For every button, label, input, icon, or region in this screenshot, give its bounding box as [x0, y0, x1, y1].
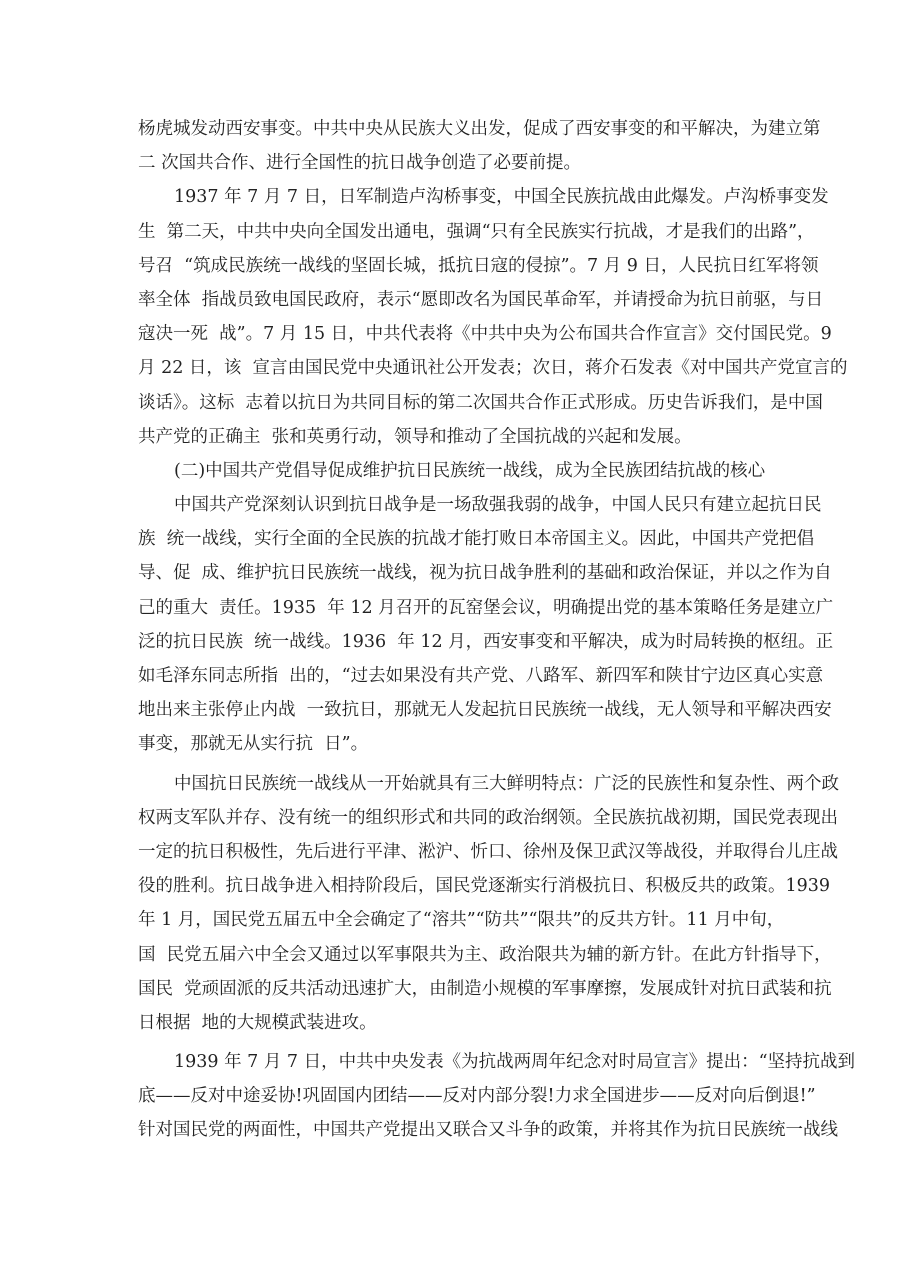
paragraph-line: 如毛泽东同志所指 出的，“过去如果没有共产党、八路军、新四军和陕甘宁边区真心实意 — [138, 666, 824, 686]
paragraph-line: 一定的抗日积极性，先后进行平津、淞沪、忻口、徐州及保卫武汉等战役，并取得台儿庄战 — [138, 841, 838, 862]
paragraph-line: 杨虎城发动西安事变。中共中央从民族大义出发，促成了西安事变的和平解决，为建立第 — [138, 119, 821, 139]
paragraph-line: 1939 年 7 月 7 日，中共中央发表《为抗战两周年纪念对时局宣言》提出：“坚持抗战到 — [174, 1052, 856, 1073]
paragraph-line: 中国抗日民族统一战线从一开始就具有三大鲜明特点：广泛的民族性和复杂性、两个政 — [174, 773, 839, 794]
paragraph-line: 国民 党顽固派的反共活动迅速扩大，由制造小规模的军事摩擦，发展成针对抗日武装和抗 — [138, 978, 832, 999]
paragraph-line: 1937 年 7 月 7 日，日军制造卢沟桥事变，中国全民族抗战由此爆发。卢沟桥事变发 — [174, 187, 829, 208]
paragraph-line: 谈话》。这标 志着以抗日为共同目标的第二次国共合作正式形成。历史告诉我们，是中国 — [138, 392, 823, 413]
document-body — [138, 112, 856, 1148]
paragraph-line: 泛的抗日民族 统一战线。1936 年 12 月，西安事变和平解决，成为时局转换的枢纽。正 — [138, 631, 834, 652]
paragraph-line: 针对国民党的两面性，中国共产党提出又联合又斗争的政策，并将其作为抗日民族统一战线 — [138, 1120, 838, 1141]
paragraph-line: 二 次国共合作、进行全国性的抗日战争创造了必要前提。 — [138, 153, 582, 174]
paragraph-line: 中国共产党深刻认识到抗日战争是一场敌强我弱的战争，中国人民只有建立起抗日民 — [174, 495, 822, 516]
paragraph-line: 国 民党五届六中全会又通过以军事限共为主、政治限共为辅的新方针。在此方针指导下， — [138, 944, 832, 965]
paragraph-line: 月 22 日，该 宣言由国民党中央通讯社公开发表；次日，蒋介石发表《对中国共产党宣言的 — [138, 358, 848, 379]
paragraph-line: 权两支军队并存、没有统一的组织形式和共同的政治纲领。全民族抗战初期，国民党表现出 — [138, 807, 838, 828]
paragraph-line: 事变，那就无从实行抗 日”。 — [138, 734, 369, 755]
paragraph-line: 役的胜利。抗日战争进入相持阶段后，国民党逐渐实行消极抗日、积极反共的政策。1939 — [138, 876, 831, 897]
paragraph-line: 率全体 指战员致电国民政府，表示“愿即改名为国民革命军，并请授命为抗日前驱，与日 — [138, 289, 824, 310]
section-heading: (二)中国共产党倡导促成维护抗日民族统一战线，成为全民族团结抗战的核心 — [174, 460, 766, 481]
paragraph-line: 生 第二天，中共中央向全国发出通电，强调“只有全民族实行抗战，才是我们的出路”， — [138, 221, 815, 242]
paragraph-line: 地出来主张停止内战 一致抗日，那就无人发起抗日民族统一战线，无人领导和平解决西安 — [138, 700, 832, 721]
paragraph-line: 寇决一死 战”。7 月 15 日，中共代表将《中共中央为公布国共合作宣言》交付国民党。9 — [138, 324, 832, 345]
paragraph-line: 导、促 成、维护抗日民族统一战线，视为抗日战争胜利的基础和政治保证，并以之作为自 — [138, 563, 832, 584]
paragraph-line: 年 1 月，国民党五届五中全会确定了“溶共”“防共”“限共”的反共方针。11 月中旬， — [138, 910, 785, 931]
paragraph-line: 族 统一战线，实行全面的全民族的抗战才能打败日本帝国主义。因此，中国共产党把倡 — [138, 529, 815, 550]
paragraph-line: 共产党的正确主 张和英勇行动，领导和推动了全国抗战的兴起和发展。 — [138, 426, 692, 447]
paragraph-line: 己的重大 责任。1935 年 12 月召开的瓦窑堡会议，明确提出党的基本策略任务是建立广 — [138, 597, 834, 618]
paragraph-line: 日根据 地的大规模武装进攻。 — [138, 1012, 377, 1033]
paragraph-line: 号召 “筑成民族统一战线的坚固长城，抵抗日寇的侵掠”。7 月 9 日，人民抗日红军将领 — [138, 255, 819, 276]
paragraph-line: 底——反对中途妥协!巩固国内团结——反对内部分裂!力求全国进步——反对向后倒退!” — [138, 1086, 816, 1107]
